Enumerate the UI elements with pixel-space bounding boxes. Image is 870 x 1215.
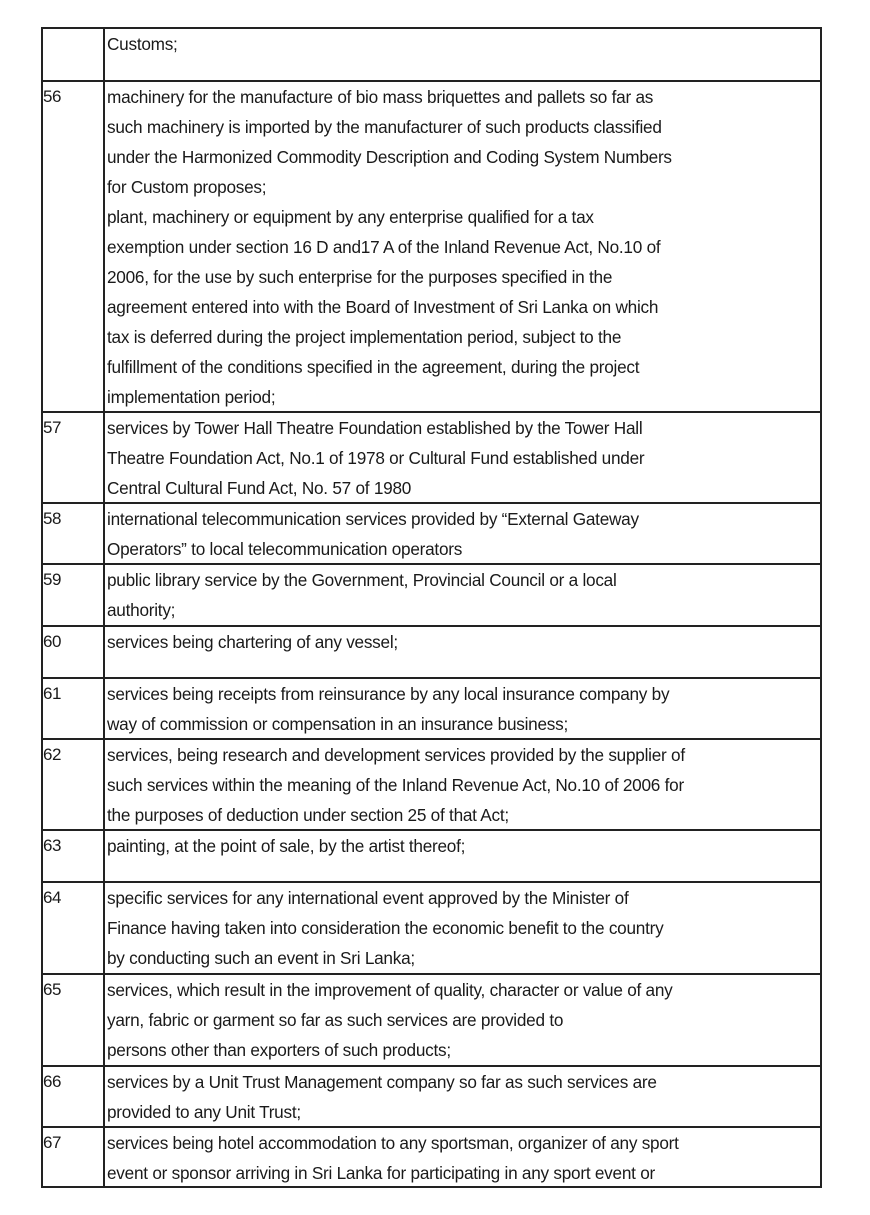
description-line: services, being research and development services provided by the supplier of (107, 745, 685, 765)
item-number: 57 (43, 413, 105, 502)
table-row (43, 677, 820, 738)
description-line: public library service by the Government, Provincial Council or a local (107, 570, 617, 590)
description-line: fulfillment of the conditions specified in the agreement, during the project (107, 357, 640, 377)
description-line: exemption under section 16 D and17 A of the Inland Revenue Act, No.10 of (107, 237, 661, 257)
table-row (43, 829, 820, 881)
description-line: services, which result in the improvement of quality, character or value of any (107, 980, 673, 1000)
table-row (43, 80, 820, 411)
item-description (105, 29, 820, 80)
description-line: machinery for the manufacture of bio mass briquettes and pallets so far as (107, 87, 654, 107)
table-row (43, 625, 820, 677)
description-line: yarn, fabric or garment so far as such services are provided to (107, 1010, 564, 1030)
item-number (43, 29, 105, 80)
description-line: authority; (107, 600, 176, 620)
table-row (43, 1065, 820, 1126)
item-number: 56 (43, 82, 105, 411)
item-number: 62 (43, 740, 105, 829)
description-line: services by a Unit Trust Management company so far as such services are (107, 1072, 657, 1092)
description-line: Theatre Foundation Act, No.1 of 1978 or Cultural Fund established under (107, 448, 645, 468)
item-description (105, 82, 820, 411)
description-line: plant, machinery or equipment by any enterprise qualified for a tax (107, 207, 594, 227)
description-line: Finance having taken into consideration the economic benefit to the country (107, 918, 664, 938)
description-line: for Custom proposes; (107, 177, 267, 197)
item-description (105, 504, 820, 563)
description-line: services being chartering of any vessel; (107, 632, 398, 652)
item-number: 67 (43, 1128, 105, 1186)
item-description (105, 1067, 820, 1126)
table-row (43, 411, 820, 502)
item-number: 63 (43, 831, 105, 881)
description-line: services being receipts from reinsurance by any local insurance company by (107, 684, 670, 704)
table-row (43, 563, 820, 625)
table-row (43, 502, 820, 563)
description-line: under the Harmonized Commodity Description and Coding System Numbers (107, 147, 672, 167)
item-description (105, 1128, 820, 1186)
item-number: 61 (43, 679, 105, 738)
description-line: painting, at the point of sale, by the artist thereof; (107, 836, 466, 856)
item-description (105, 883, 820, 973)
description-line: tax is deferred during the project implementation period, subject to the (107, 327, 622, 347)
description-line: Central Cultural Fund Act, No. 57 of 1980 (107, 478, 412, 498)
description-line: such services within the meaning of the Inland Revenue Act, No.10 of 2006 for (107, 775, 684, 795)
description-line: such machinery is imported by the manufacturer of such products classified (107, 117, 662, 137)
item-description (105, 975, 820, 1065)
item-description (105, 740, 820, 829)
table-row (43, 738, 820, 829)
description-line: implementation period; (107, 387, 276, 407)
table-row (43, 29, 820, 80)
description-line: Customs; (107, 34, 178, 54)
description-line: Operators” to local telecommunication operators (107, 539, 463, 559)
item-number: 64 (43, 883, 105, 973)
description-line: agreement entered into with the Board of Investment of Sri Lanka on which (107, 297, 659, 317)
description-line: specific services for any international event approved by the Minister of (107, 888, 629, 908)
description-line: event or sponsor arriving in Sri Lanka for participating in any sport event or (107, 1163, 655, 1183)
description-line: by conducting such an event in Sri Lanka; (107, 948, 415, 968)
item-description (105, 831, 820, 881)
description-line: services by Tower Hall Theatre Foundation established by the Tower Hall (107, 418, 643, 438)
description-line: international telecommunication services provided by “External Gateway (107, 509, 639, 529)
item-description (105, 413, 820, 502)
item-description (105, 627, 820, 677)
item-number: 60 (43, 627, 105, 677)
table-row (43, 1126, 820, 1186)
description-line: provided to any Unit Trust; (107, 1102, 301, 1122)
item-number: 59 (43, 565, 105, 625)
item-description (105, 565, 820, 625)
description-line: way of commission or compensation in an insurance business; (107, 714, 569, 734)
description-line: 2006, for the use by such enterprise for the purposes specified in the (107, 267, 613, 287)
item-number: 66 (43, 1067, 105, 1126)
item-number: 65 (43, 975, 105, 1065)
description-line: services being hotel accommodation to any sportsman, organizer of any sport (107, 1133, 679, 1153)
item-number: 58 (43, 504, 105, 563)
description-line: persons other than exporters of such products; (107, 1040, 451, 1060)
description-line: the purposes of deduction under section 25 of that Act; (107, 805, 509, 825)
exemption-table (41, 27, 822, 1188)
item-description (105, 679, 820, 738)
table-row (43, 973, 820, 1065)
table-row (43, 881, 820, 973)
